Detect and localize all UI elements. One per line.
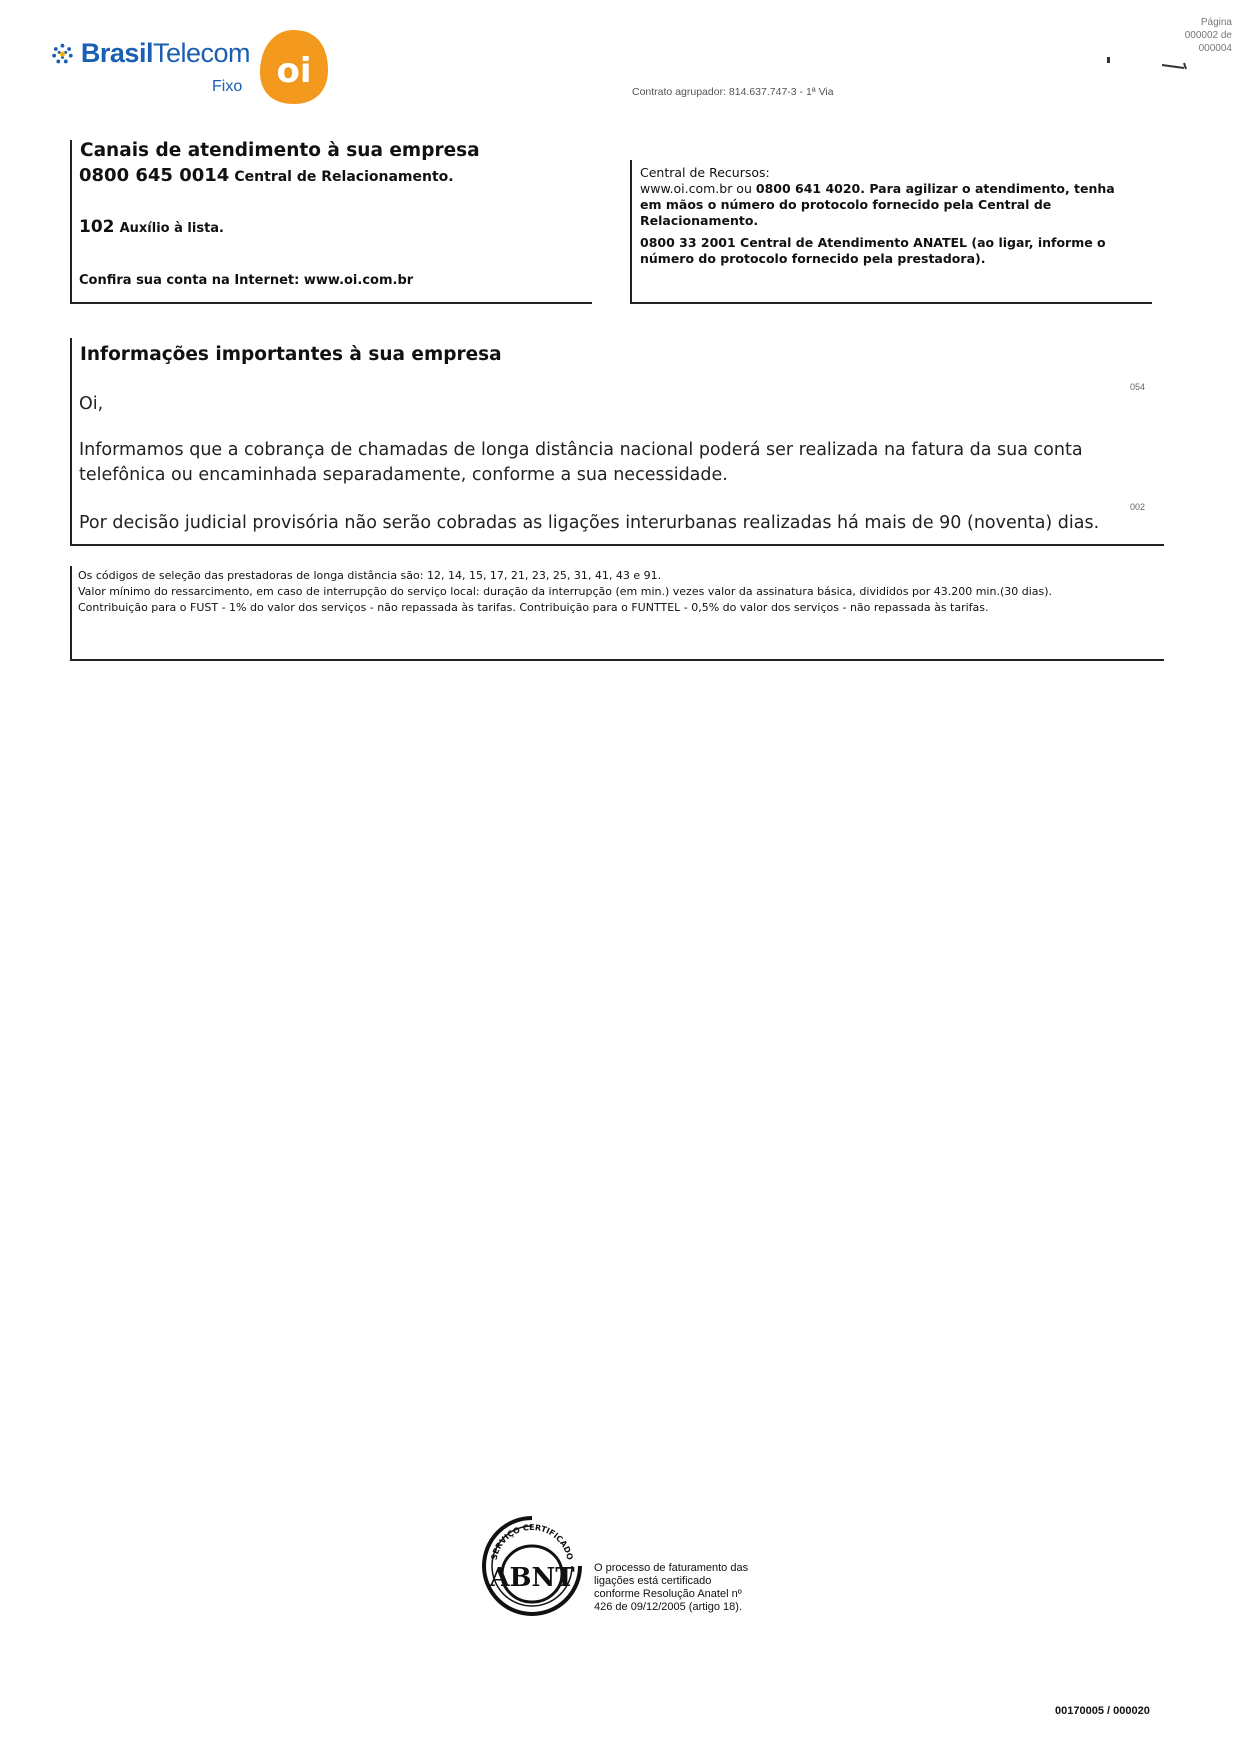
seal-top-text: SERVIÇO CERTIFICADO: [489, 1522, 575, 1561]
anatel-line: 0800 33 2001 Central de Atendimento ANATEL (ao ligar, informe o número do protocolo fornecido pela prestadora).: [640, 235, 1106, 266]
oi-logo: [258, 28, 330, 106]
abnt-seal-icon: [478, 1512, 586, 1620]
channel-phone-1: 0800 645 0014 Central de Relacionamento.: [79, 165, 454, 186]
corner-mark-icon: [1160, 62, 1190, 70]
scan-dot: [1107, 57, 1110, 63]
resources-content: [640, 165, 1140, 267]
brand-subtitle: Fixo: [212, 78, 243, 95]
info-paragraph-2: Por decisão judicial provisória não serão cobradas as ligações interurbanas realizadas há mais de 90 (noventa) dias.: [79, 513, 1100, 533]
brasil-telecom-logo: [50, 38, 250, 102]
info-title: Informações importantes à sua empresa: [80, 344, 502, 365]
legal-line-2: Valor mínimo do ressarcimento, em caso de interrupção do serviço local: duração da interrupção (em min.) vezes valor da assinatura básica, divididos por 43.200 min.(30 dias).: [78, 585, 1053, 598]
brand-name: BrasilTelecom: [80, 38, 250, 68]
brasil-telecom-star-icon: [50, 39, 75, 69]
document-code: 00170005 / 000020: [1055, 1705, 1150, 1717]
internet-link[interactable]: Confira sua conta na Internet: www.oi.com.br: [79, 273, 414, 288]
info-code-1: 054: [1130, 382, 1146, 392]
legal-line-3: Contribuição para o FUST - 1% do valor dos serviços - não repassada às tarifas. Contribuição para o FUNTTEL - 0,5% do valor dos serviços - não repassada às tarifas.: [78, 601, 989, 614]
seal-center-text: ABNT: [489, 1563, 575, 1593]
oi-logo-text: oi: [276, 51, 312, 91]
channel-phone-2: 102 Auxílio à lista.: [79, 217, 224, 237]
info-greeting: Oi,: [79, 394, 104, 414]
contract-info: Contrato agrupador: 814.637.747-3 - 1ª Via: [632, 86, 834, 98]
legal-line-1: Os códigos de seleção das prestadoras de longa distância são: 12, 14, 15, 17, 21, 23, 25, 31, 41, 43 e 91.: [78, 569, 662, 582]
resources-title: Central de Recursos:: [640, 165, 770, 180]
certification-text: O processo de faturamento das ligações está certificado conforme Resolução Anatel nº 426 de 09/12/2005 (artigo 18).: [594, 1562, 749, 1613]
resources-line: www.oi.com.br ou 0800 641 4020. Para agilizar o atendimento, tenha em mãos o número do protocolo fornecido pela Central de Relacionamento.: [640, 181, 1115, 228]
info-paragraph-1: Informamos que a cobrança de chamadas de longa distância nacional poderá ser realizada na fatura da sua conta telefônica ou encaminhada separadamente, conforme a sua necessidade.: [79, 440, 1083, 485]
page-number: Página 000002 de 000004: [1184, 17, 1232, 54]
legal-notes: [78, 568, 1166, 616]
channels-title: Canais de atendimento à sua empresa: [80, 140, 480, 161]
info-code-2: 002: [1130, 502, 1146, 512]
